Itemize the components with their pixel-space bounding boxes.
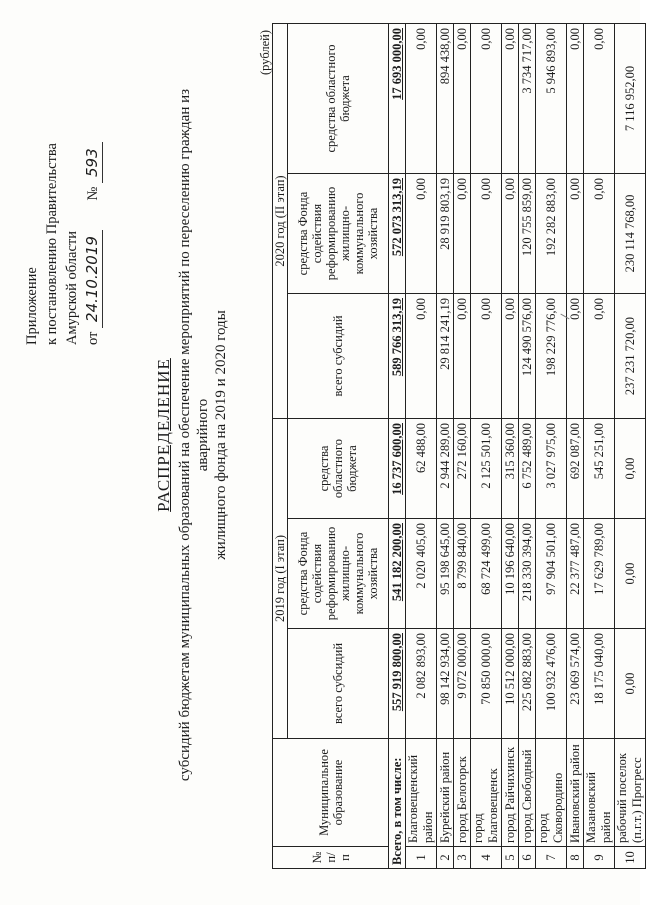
col-header-2019-regional: средства областного бюджета — [288, 419, 389, 519]
distribution-table — [272, 23, 646, 869]
value-2020-regional-cell: 0,00 — [406, 24, 437, 174]
total-row — [389, 24, 406, 869]
row-number-cell: 6 — [519, 847, 536, 869]
total-2020-fund: 572 073 313,19 — [389, 174, 406, 294]
row-number-cell: 9 — [584, 847, 615, 869]
title-block — [155, 55, 230, 815]
value-2020-fund-cell: 0,00 — [567, 174, 584, 294]
table-row — [584, 24, 615, 869]
municipality-cell: Благовещенский район — [406, 739, 437, 847]
appendix-line-3: Амурской области — [64, 231, 80, 345]
municipality-cell: город Благовещенск — [471, 739, 502, 847]
row-number-cell: 1 — [406, 847, 437, 869]
municipality-cell: город Белогорск — [454, 739, 471, 847]
value-2020-fund-cell: 0,00 — [406, 174, 437, 294]
value-2020-regional-cell: 3 734 717,00 — [519, 24, 536, 174]
col-header-2019-total: всего субсидий — [288, 629, 389, 739]
value-2019-fund-cell: 10 196 640,00 — [502, 519, 519, 629]
total-2020-regional: 17 693 000,00 — [389, 24, 406, 174]
appendix-block — [22, 15, 103, 345]
value-2019-fund-cell: 22 377 487,00 — [567, 519, 584, 629]
table-row — [536, 24, 567, 869]
table-row — [615, 24, 646, 869]
col-header-2020-fund: средства Фонда содействия реформированию жилищно-коммунального хозяйства — [288, 174, 389, 294]
municipality-cell: рабочий поселок (п.г.т.) Прогресс — [615, 739, 646, 847]
value-2019-total-cell: 23 069 574,00 — [567, 629, 584, 739]
value-2020-regional-cell: 0,00 — [502, 24, 519, 174]
value-2020-total-cell: 0,00 — [502, 294, 519, 419]
value-2019-regional-cell: 3 027 975,00 — [536, 419, 567, 519]
value-2019-fund-cell: 95 198 645,00 — [437, 519, 454, 629]
appendix-line-2: к постановлению Правительства — [44, 143, 60, 345]
total-2019-regional: 16 737 600,00 — [389, 419, 406, 519]
unit-label: (рублей) — [258, 29, 272, 75]
municipality-cell: город Райчихинск — [502, 739, 519, 847]
value-2020-regional-cell: 0,00 — [584, 24, 615, 174]
value-2019-regional-cell: 0,00 — [615, 419, 646, 519]
row-number-cell: 8 — [567, 847, 584, 869]
value-2019-total-cell: 0,00 — [615, 629, 646, 739]
municipality-cell: Мазановский район — [584, 739, 615, 847]
handwritten-date: 24.10.2019 — [82, 230, 103, 328]
value-2020-fund-cell: 230 114 768,00 — [615, 174, 646, 294]
value-2019-regional-cell: 272 160,00 — [454, 419, 471, 519]
row-number-cell: 5 — [502, 847, 519, 869]
col-header-no: № п/п — [273, 847, 389, 869]
date-prefix: от — [85, 331, 101, 345]
col-header-2020: 2020 год (II этап) — [273, 24, 288, 419]
col-header-2020-regional: средства областного бюджета — [288, 24, 389, 174]
row-number-cell: 4 — [471, 847, 502, 869]
value-2020-total-cell: 198 229 776,00 — [536, 294, 567, 419]
municipality-cell: Ивановский район — [567, 739, 584, 847]
municipality-cell: город Сковородино — [536, 739, 567, 847]
value-2020-fund-cell: 192 282 883,00 — [536, 174, 567, 294]
table-row — [567, 24, 584, 869]
table-row — [519, 24, 536, 869]
value-2020-fund-cell: 0,00 — [471, 174, 502, 294]
value-2019-regional-cell: 2 125 501,00 — [471, 419, 502, 519]
value-2020-regional-cell: 7 116 952,00 — [615, 24, 646, 174]
value-2019-fund-cell: 0,00 — [615, 519, 646, 629]
total-2019-all: 557 919 800,00 — [389, 629, 406, 739]
value-2020-regional-cell: 894 438,00 — [437, 24, 454, 174]
value-2019-fund-cell: 97 904 501,00 — [536, 519, 567, 629]
col-header-2019: 2019 год (I этап) — [273, 419, 288, 739]
value-2020-total-cell: 0,00 — [471, 294, 502, 419]
value-2019-total-cell: 9 072 000,00 — [454, 629, 471, 739]
value-2019-total-cell: 98 142 934,00 — [437, 629, 454, 739]
value-2020-regional-cell: 0,00 — [471, 24, 502, 174]
value-2019-fund-cell: 218 330 394,00 — [519, 519, 536, 629]
value-2020-fund-cell: 28 919 803,19 — [437, 174, 454, 294]
col-header-2019-fund: средства Фонда содействия реформированию жилищно-коммунального хозяйства — [288, 519, 389, 629]
value-2020-total-cell: 124 490 576,00 — [519, 294, 536, 419]
value-2019-regional-cell: 692 087,00 — [567, 419, 584, 519]
handwritten-number: 593 — [82, 142, 103, 183]
value-2019-total-cell: 18 175 040,00 — [584, 629, 615, 739]
appendix-line-1: Приложение — [24, 267, 40, 345]
header-row-1 — [273, 24, 288, 869]
value-2020-total-cell: 237 231 720,00 — [615, 294, 646, 419]
value-2020-total-cell: 0,00 — [454, 294, 471, 419]
appendix-date-line — [82, 15, 103, 345]
value-2019-fund-cell: 68 724 499,00 — [471, 519, 502, 629]
value-2019-total-cell: 70 850 000,00 — [471, 629, 502, 739]
value-2019-total-cell: 10 512 000,00 — [502, 629, 519, 739]
value-2019-total-cell: 100 932 476,00 — [536, 629, 567, 739]
row-number-cell: 2 — [437, 847, 454, 869]
row-number-cell: 3 — [454, 847, 471, 869]
value-2019-regional-cell: 545 251,00 — [584, 419, 615, 519]
value-2019-regional-cell: 6 752 489,00 — [519, 419, 536, 519]
value-2020-regional-cell: 0,00 — [454, 24, 471, 174]
value-2020-fund-cell: 0,00 — [454, 174, 471, 294]
total-2019-fund: 541 182 200,00 — [389, 519, 406, 629]
document-title: РАСПРЕДЕЛЕНИЕ — [154, 358, 173, 512]
municipality-cell: город Свободный — [519, 739, 536, 847]
value-2019-fund-cell: 2 020 405,00 — [406, 519, 437, 629]
municipality-cell: Бурейский район — [437, 739, 454, 847]
col-header-municipality: Муниципальное образование — [273, 739, 389, 847]
number-prefix: № — [85, 186, 101, 201]
total-2020-all: 589 766 313,19 — [389, 294, 406, 419]
value-2020-total-cell: 29 814 241,19 — [437, 294, 454, 419]
table-row — [454, 24, 471, 869]
value-2019-fund-cell: 17 629 789,00 — [584, 519, 615, 629]
value-2020-fund-cell: 0,00 — [502, 174, 519, 294]
row-number-cell: 7 — [536, 847, 567, 869]
title-line-2: жилищного фонда на 2019 и 2020 годы — [213, 310, 229, 560]
value-2020-total-cell: 0,00 — [567, 294, 584, 419]
value-2019-regional-cell: 2 944 289,00 — [437, 419, 454, 519]
value-2019-fund-cell: 8 799 840,00 — [454, 519, 471, 629]
title-line-1: субсидий бюджетам муниципальных образований на обеспечение мероприятий по переселению граждан из аварийного — [177, 88, 211, 782]
table-row — [406, 24, 437, 869]
value-2019-total-cell: 2 082 893,00 — [406, 629, 437, 739]
value-2020-total-cell: 0,00 — [406, 294, 437, 419]
value-2019-regional-cell: 62 488,00 — [406, 419, 437, 519]
value-2020-total-cell: 0,00 — [584, 294, 615, 419]
row-number-cell: 10 — [615, 847, 646, 869]
value-2019-regional-cell: 315 360,00 — [502, 419, 519, 519]
value-2020-fund-cell: 120 755 859,00 — [519, 174, 536, 294]
table-row — [471, 24, 502, 869]
total-label: Всего, в том числе: — [389, 739, 406, 869]
table-row — [437, 24, 454, 869]
col-header-2020-total: всего субсидий — [288, 294, 389, 419]
value-2020-fund-cell: 0,00 — [584, 174, 615, 294]
table-row — [502, 24, 519, 869]
value-2019-total-cell: 225 082 883,00 — [519, 629, 536, 739]
value-2020-regional-cell: 5 946 893,00 — [536, 24, 567, 174]
value-2020-regional-cell: 0,00 — [567, 24, 584, 174]
